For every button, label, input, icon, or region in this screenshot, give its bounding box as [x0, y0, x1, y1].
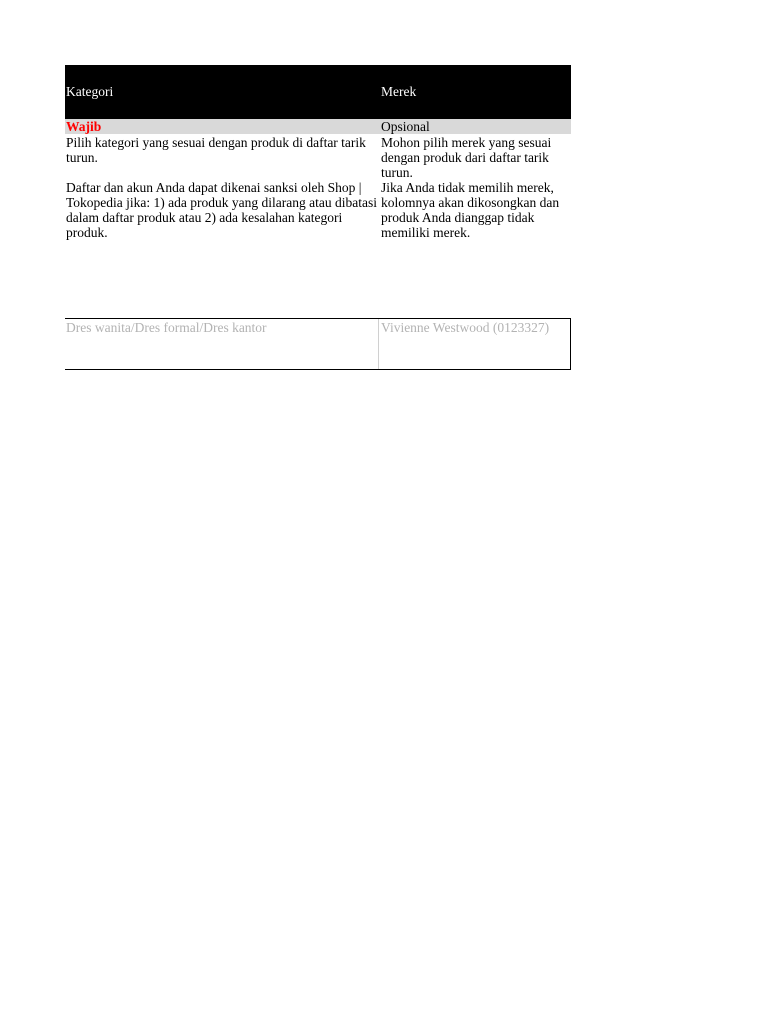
description-row: [65, 134, 571, 240]
brand-description-p1: Mohon pilih merek yang sesuai dengan produk dari daftar tarik turun.: [381, 135, 552, 180]
category-description-p1: Pilih kategori yang sesuai dengan produk di daftar tarik turun.: [66, 135, 366, 165]
brand-optional-label: Opsional: [381, 119, 430, 134]
example-row: [65, 318, 571, 370]
brand-description: [379, 135, 571, 240]
header-brand[interactable]: Merek: [381, 84, 417, 99]
spreadsheet-table: [65, 65, 571, 335]
header-row: [65, 65, 571, 119]
category-description-p2: Daftar dan akun Anda dapat dikenai sanksi oleh Shop | Tokopedia jika: 1) ada produk yang dilarang atau dibatasi dalam daftar produk atau 2) ada kesalahan kategori produk.: [66, 180, 377, 240]
category-example-cell[interactable]: Dres wanita/Dres formal/Dres kantor: [65, 319, 379, 369]
requirement-row: [65, 119, 571, 134]
header-category[interactable]: Kategori: [66, 84, 114, 99]
brand-description-p2: Jika Anda tidak memilih merek, kolomnya akan dikosongkan dan produk Anda dianggap tidak memiliki merek.: [381, 180, 560, 240]
brand-example-cell[interactable]: Vivienne Westwood (0123327): [379, 319, 571, 369]
category-required-label: Wajib: [66, 119, 102, 134]
category-description: [65, 135, 379, 240]
